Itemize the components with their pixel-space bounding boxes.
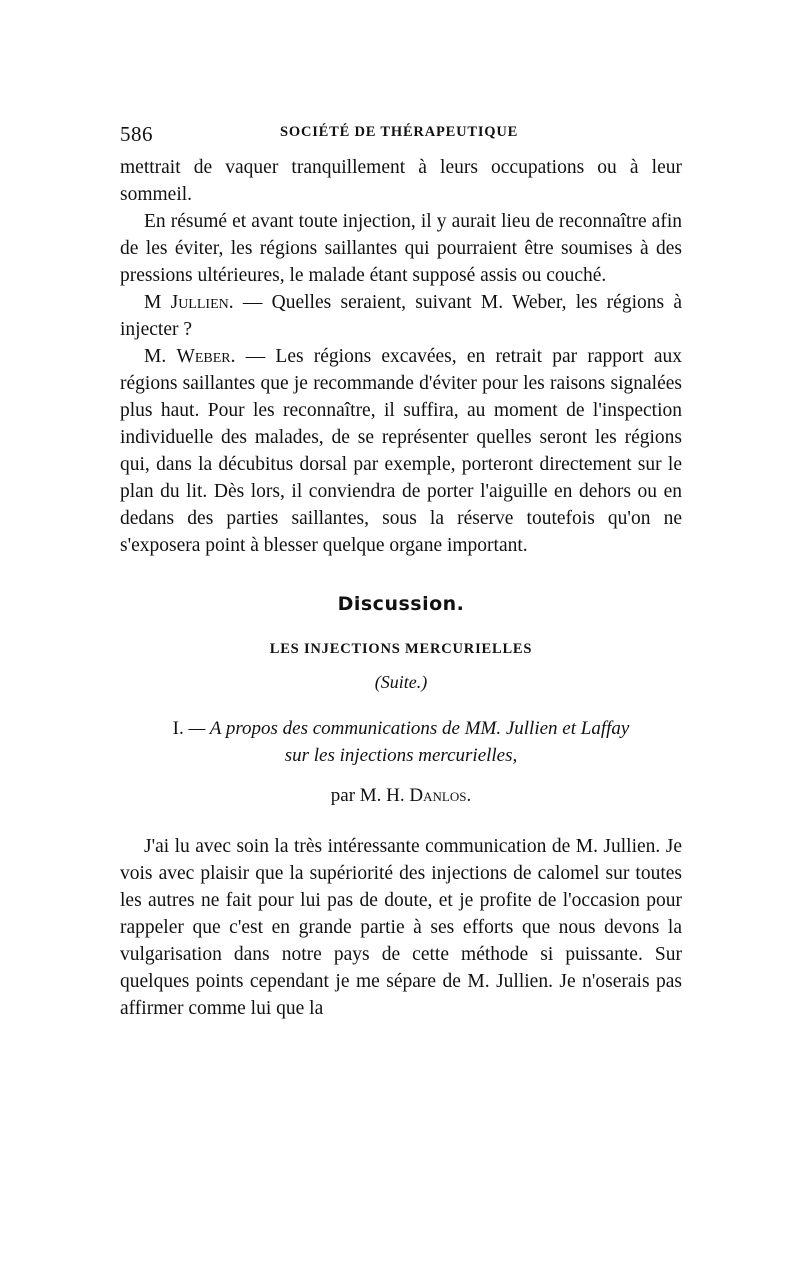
discussion-heading: Discussion. — [337, 593, 465, 615]
page — [120, 118, 682, 1022]
paper-title-line1: — A propos des communications de MM. Jullien et Laffay — [183, 718, 630, 739]
speaker-prefix: M. — [144, 346, 177, 367]
suite-label: (Suite.) — [374, 672, 428, 692]
paragraph-summary: En résumé et avant toute injection, il y aurait lieu de reconnaître afin de les éviter, les régions saillantes qui pourraient être soumises à des pressions ultérieures, le malade étant supposé assis ou couché. — [120, 211, 682, 286]
byline-author: Danlos. — [409, 785, 472, 806]
page-number: 586 — [120, 122, 153, 146]
paragraph-danlos: J'ai lu avec soin la très intéressante communication de M. Jullien. Je vois avec plaisir que la supériorité des injections de calomel sur toutes les autres ne fait pour lui pas de doute, et je profite de l'occasion pour rappeler que c'est en grande partie à ses efforts que nous devons la vulgarisation dans notre pays de cette méthode si puissante. Sur quelques points cependant je me sépare de M. Jullien. Je n'oserais pas affirmer comme lui que la — [120, 836, 682, 1019]
paper-title-line2: sur les injections mercurielles, — [284, 745, 518, 766]
speaker-name-weber: Weber. — [176, 346, 236, 367]
speaker-prefix: M — [144, 292, 171, 313]
journal-title: SOCIÉTÉ DE THÉRAPEUTIQUE — [280, 124, 519, 140]
speech-text: — Les régions excavées, en retrait par rapport aux régions saillantes que je recommande d'éviter pour les raisons signalées plus haut. Pour les reconnaître, il suffira, au moment de l'inspection individuelle des malades, de se représenter quelles seront les régions qui, dans la décubitus dorsal par exemple, porteront directement sur le plan du lit. Dès lors, il conviendra de porter l'aiguille en dehors ou en dedans des parties saillantes, sous la réserve toutefois qu'on ne s'exposera point à blesser quelque organe important. — [120, 346, 683, 556]
section-title: LES INJECTIONS MERCURIELLES — [269, 641, 533, 657]
speaker-name-jullien: Jullien. — [170, 292, 234, 313]
paper-number: I. — [172, 718, 184, 739]
paragraph-weber-answer — [120, 343, 682, 559]
paragraph-jullien-question — [120, 289, 682, 343]
paper-title — [120, 715, 682, 769]
speech-text: — Quelles seraient, suivant M. Weber, les régions à injecter ? — [120, 292, 682, 340]
byline — [120, 785, 682, 807]
running-head — [120, 118, 682, 146]
byline-prefix: par M. H. — [330, 785, 410, 806]
paragraph-continuation: mettrait de vaquer tranquillement à leurs occupations ou à leur sommeil. — [120, 157, 682, 205]
